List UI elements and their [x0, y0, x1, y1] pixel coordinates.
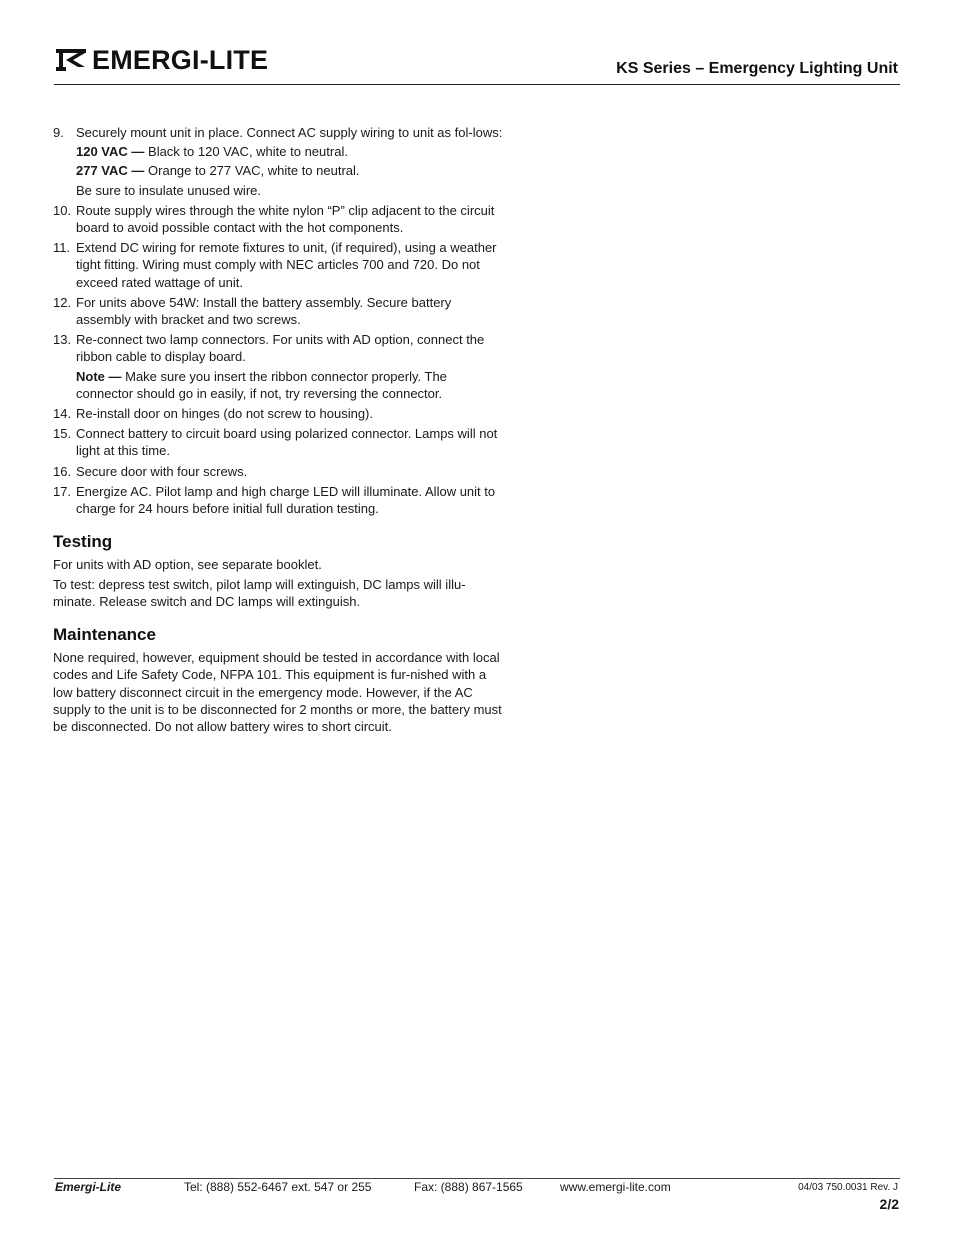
- maintenance-heading: Maintenance: [53, 625, 156, 645]
- subnote-label: 120 VAC —: [76, 144, 145, 160]
- step-number: 13.: [53, 332, 72, 348]
- step-text: Re-connect two lamp connectors. For units with AD option, connect the ribbon cable to display board.: [76, 332, 485, 365]
- step-text: Securely mount unit in place. Connect AC supply wiring to unit as fol-lows:: [76, 125, 503, 140]
- step-number: 17.: [53, 483, 72, 499]
- list-item: [53, 124, 505, 199]
- subnote-label: Note —: [76, 368, 122, 384]
- subnote-text: Make sure you insert the ribbon connector properly. The connector should go in easily, if not, try reversing the connector.: [76, 368, 447, 401]
- page-header: [54, 40, 900, 85]
- step-number: 15.: [53, 426, 72, 442]
- brand-logo: [56, 44, 268, 76]
- step-subnote: [76, 182, 505, 199]
- footer-brand: Emergi-Lite: [55, 1180, 122, 1194]
- step-subnote: [76, 143, 505, 160]
- list-item: [53, 483, 505, 517]
- step-text: Re-install door on hinges (do not screw to housing).: [76, 406, 373, 422]
- step-text: Secure door with four screws.: [76, 463, 248, 479]
- testing-heading: Testing: [53, 532, 113, 552]
- footer-website: www.emergi-lite.com: [560, 1180, 671, 1194]
- step-number: 10.: [53, 202, 72, 218]
- step-subnote: [76, 368, 505, 402]
- step-number: 14.: [53, 406, 72, 422]
- subnote-label: 277 VAC —: [76, 163, 145, 179]
- footer-telephone: Tel: (888) 552-6467 ext. 547 or 255: [184, 1180, 372, 1194]
- emergi-lite-logo-icon: [56, 48, 86, 72]
- list-item: [53, 202, 505, 236]
- step-subnote: [76, 162, 505, 179]
- step-text: Energize AC. Pilot lamp and high charge LED will illuminate. Allow unit to charge for 24 hours before initial full duration testing.: [76, 483, 496, 517]
- list-item: [53, 463, 505, 480]
- step-number: 12.: [53, 294, 72, 310]
- step-number: 11.: [53, 240, 71, 256]
- list-item: [53, 331, 505, 402]
- subnote-text: Be sure to insulate unused wire.: [76, 182, 261, 198]
- subnote-text: Orange to 277 VAC, white to neutral.: [144, 163, 360, 179]
- subnote-text: Black to 120 VAC, white to neutral.: [144, 144, 348, 160]
- testing-paragraph-1: For units with AD option, see separate booklet.: [53, 557, 322, 573]
- testing-paragraph-2: To test: depress test switch, pilot lamp will extinguish, DC lamps will illu-minate. Release switch and DC lamps will extinguish.: [53, 576, 466, 609]
- footer-fax: Fax: (888) 867-1565: [414, 1180, 523, 1194]
- footer-divider: [54, 1178, 900, 1179]
- step-number: 9.: [53, 125, 64, 140]
- maintenance-paragraph: None required, however, equipment should be tested in accordance with local codes and Life Safety Code, NFPA 101. This equipment is fur-nished with a low battery disconnect circuit in the emergency mode. However, if the AC supply to the unit is to be disconnected for 2 months or more, the battery must be disconnected. Do not allow battery wires to short circuit.: [53, 650, 502, 735]
- main-content: [53, 124, 505, 737]
- installation-steps-list: [53, 124, 505, 517]
- list-item: [53, 294, 505, 328]
- step-number: 16.: [53, 463, 72, 479]
- step-text: Extend DC wiring for remote fixtures to unit, (if required), using a weather tight fitting. Wiring must comply with NEC articles 700 and 720. Do not exceed rated wattage of unit.: [76, 240, 497, 290]
- step-text: Route supply wires through the white nylon “P” clip adjacent to the circuit board to avoid possible contact with the hot components.: [76, 202, 495, 236]
- list-item: [53, 425, 505, 459]
- footer-revision: 04/03 750.0031 Rev. J: [798, 1182, 898, 1193]
- list-item: [53, 239, 505, 291]
- step-text: Connect battery to circuit board using polarized connector. Lamps will not light at this time.: [76, 426, 498, 459]
- logo-wordmark: EMERGI-LITE: [92, 44, 269, 75]
- list-item: [53, 405, 505, 422]
- page-number: 2/2: [879, 1196, 899, 1212]
- document-title: KS Series – Emergency Lighting Unit: [616, 60, 898, 77]
- step-text: For units above 54W: Install the battery assembly. Secure battery assembly with bracket and two screws.: [76, 294, 452, 328]
